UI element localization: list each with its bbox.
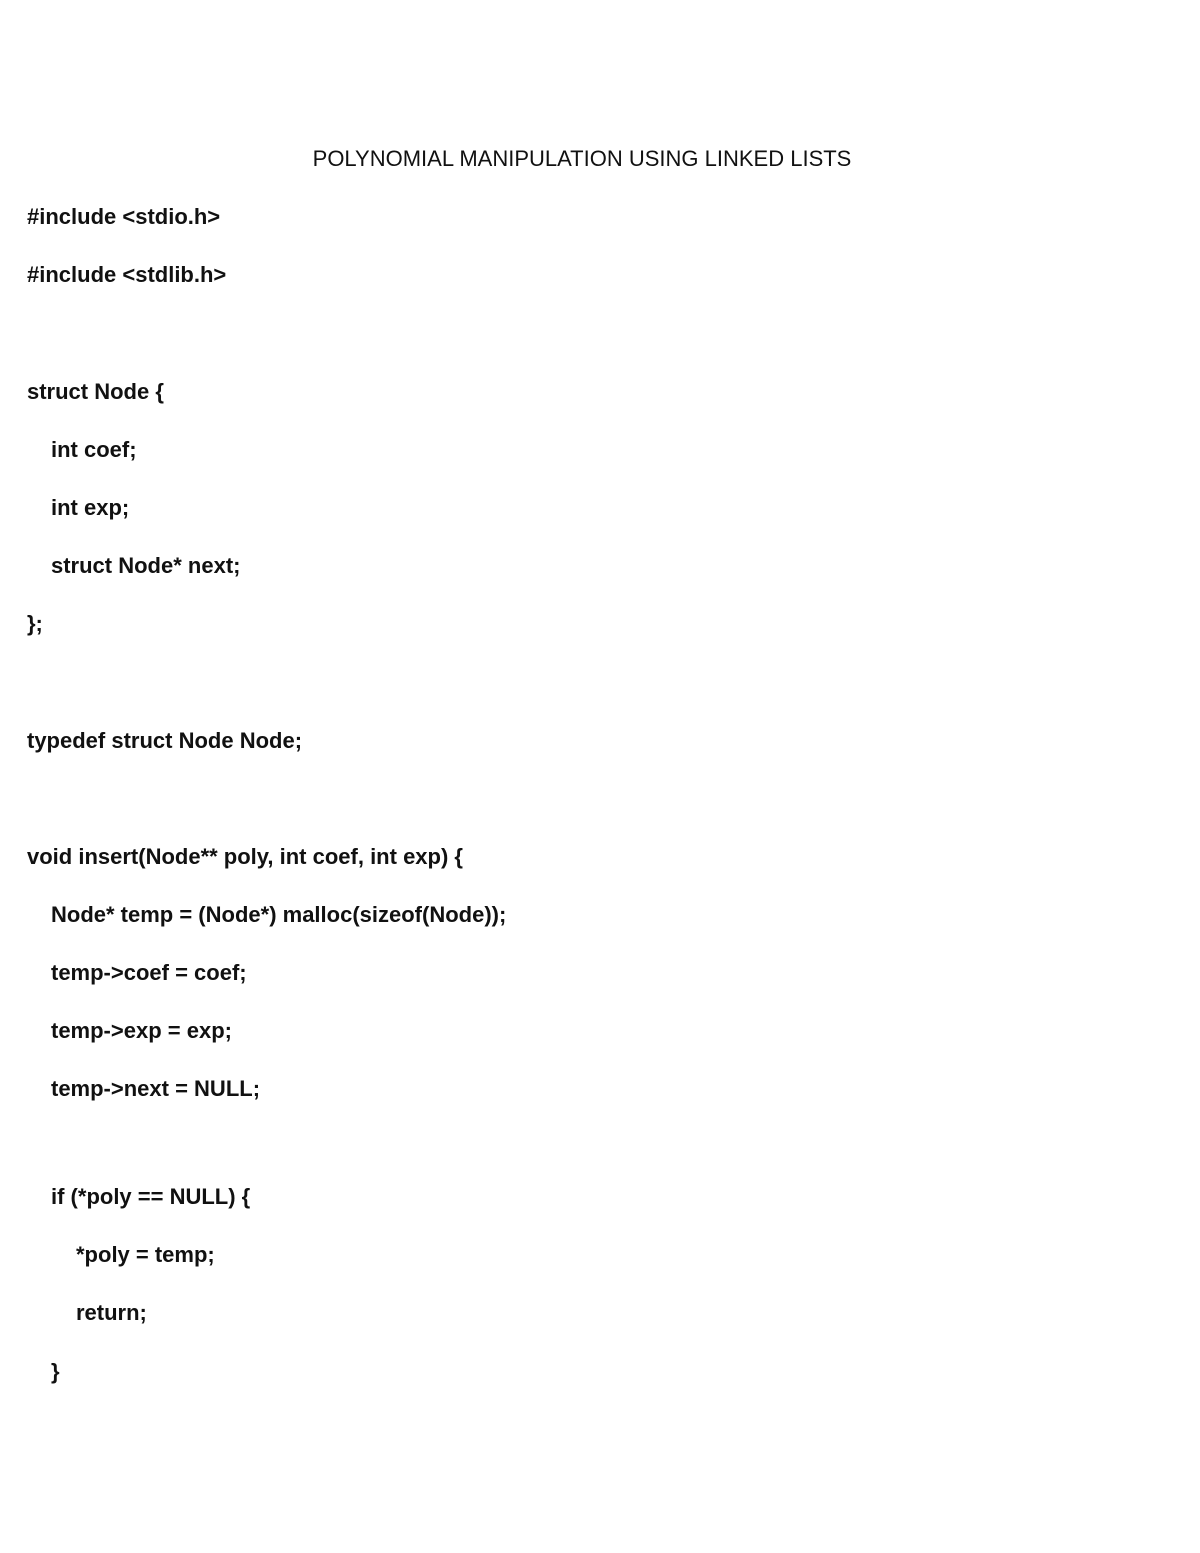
code-line-struct-close: }; bbox=[27, 611, 43, 636]
code-line-assign-poly: *poly = temp; bbox=[76, 1242, 215, 1267]
code-line-set-exp: temp->exp = exp; bbox=[51, 1018, 232, 1043]
code-line-struct-node-open: struct Node { bbox=[27, 379, 164, 404]
code-line-malloc: Node* temp = (Node*) malloc(sizeof(Node)); bbox=[51, 902, 507, 927]
code-line-set-coef: temp->coef = coef; bbox=[51, 960, 247, 985]
code-line-return: return; bbox=[76, 1300, 147, 1325]
code-line-set-next: temp->next = NULL; bbox=[51, 1076, 261, 1101]
code-line-typedef: typedef struct Node Node; bbox=[27, 728, 303, 753]
page-title: POLYNOMIAL MANIPULATION USING LINKED LISTS bbox=[312, 146, 852, 171]
code-line-int-exp: int exp; bbox=[51, 495, 130, 520]
code-line-include-stdlib: #include <stdlib.h> bbox=[27, 262, 227, 287]
code-line-next-pointer: struct Node* next; bbox=[51, 553, 241, 578]
code-line-if-null: if (*poly == NULL) { bbox=[51, 1184, 251, 1209]
code-line-if-close: } bbox=[51, 1359, 60, 1384]
code-line-include-stdio: #include <stdio.h> bbox=[27, 204, 221, 229]
code-line-insert-signature: void insert(Node** poly, int coef, int exp) { bbox=[27, 844, 463, 869]
code-line-int-coef: int coef; bbox=[51, 437, 137, 462]
